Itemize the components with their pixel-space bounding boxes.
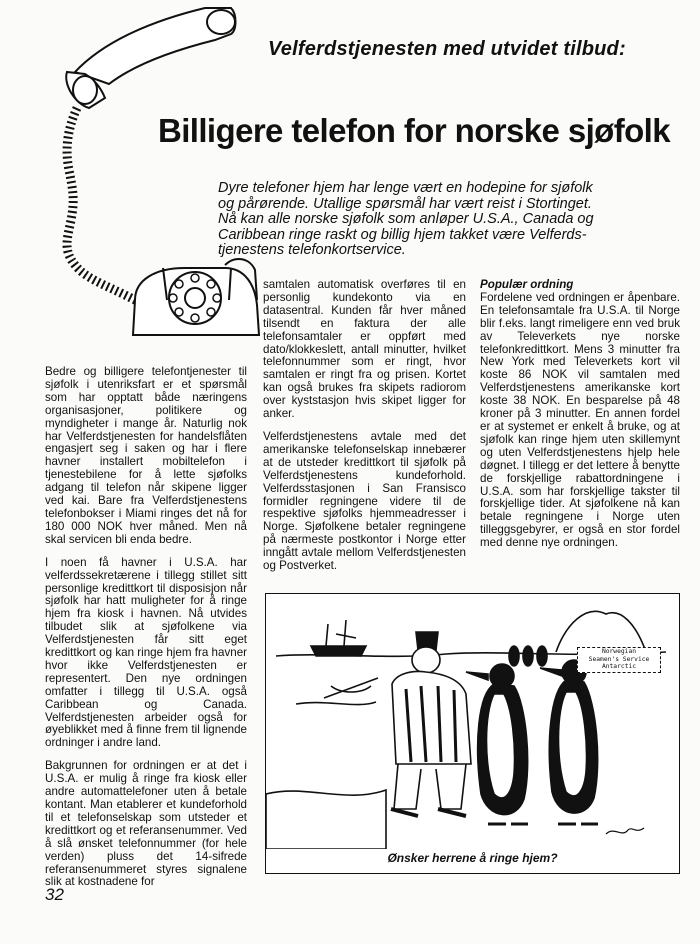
cartoon-frame — [265, 593, 680, 874]
body-column-1 — [45, 366, 247, 899]
paragraph: Fordelene ved ordningen er åpenbare. En telefonsamtale fra U.S.A. til Norge blir f.eks. langt rimeligere enn ved bruk av Televerkets nye norske telefonkredittkort. Mens 3 minutter fra New York med Televerkets kort vil koste 86 NOK vil samtalen med Velferdstjenestens amerikanske kort koste 38 NOK. En besparelse på 48 kroner på 3 minutter. En annen fordel er at systemet er enkelt å bruke, og at sjøfolk kan ringe hjem uten skillemynt og uten Velferdstjenestens hjelp hele døgnet. I tillegg er det lettere å benytte de forskjellige rabattordningene i U.S.A. som har forskjellige takster til forskjellige tider. At sjøfolkene nå kan betale regningene i Norge uten tilleggsgebyrer, er også en stor fordel med denne nye ordningen. — [480, 290, 680, 550]
paragraph: Bedre og billigere telefontjenester til sjøfolk i utenriksfart er et spørsmål som har opptatt både næringens organisasjoner, politikere og myndigheter i mange år. Naturlig nok har Velferdstjenesten for handelsflåten engasjert seg i saken og har i flere havner installert mobiltelefon i tjenestebilene for å lette sjøfolks adgang til telefon når skipene ligger ved kai. Bare fra Velferdstjenestens telefonbokser i Miami ringes det nå for 180 000 NOK hver måned. Men nå skal servicen bli enda bedre. — [45, 365, 247, 546]
lead-line: Dyre telefoner hjem har lenge vært en hodepine for sjøfolk — [218, 180, 593, 196]
page-number: 32 — [45, 885, 64, 904]
penguin-cartoon-illustration — [266, 594, 678, 849]
lead-line: Nå kan alle norske sjøfolk som anløper U.S.A., Canada og — [218, 211, 594, 227]
paragraph: samtalen automatisk overføres til en personlig kundekonto via en datasentral. Kunden får hver måned tilsendt en faktura der alle telefonsamtaler er oppført med dato/klokkeslett, antall minutter, hvilket telefonnummer som er ringt, hvor samtalen er ringt fra og prisen. Kortet kan også brukes fra skipets radiorom over kyststasjon hvis skipet ligger for anker. — [263, 278, 466, 421]
cartoon-caption: Ønsker herrene å ringe hjem? — [387, 851, 558, 865]
lead-line: tjenestens telefonkortservice. — [218, 242, 406, 258]
lead-line: Caribbean ringe raskt og billig hjem takket være Velferds- — [218, 226, 587, 243]
body-column-3 — [480, 279, 680, 560]
body-column-2 — [263, 279, 466, 583]
paragraph: Velferdstjenestens avtale med det amerikanske telefonselskap innebærer at de utsteder kredittkort til sjøfolk på Velferdstjenestens kundeforhold. Velferdsstasjonen i San Fransisco formidler regningene videre til de respektive sjøfolks hjemmeadresser i Norge. Sjøfolkene betaler regningene på nærmeste postkontor i Norge etter inngått avtale mellom Velferdstjenesten og Postverket. — [263, 429, 466, 573]
paragraph: I noen få havner i U.S.A. har velferdssekretærene i tillegg stillet sitt personlige kredittkort til disposisjon når sjøfolk har hatt muligheter for å ringe hjem fra kiosk i havnen. Nå utvides tilbudet slik at sjøfolkene via Velferdstjenesten får sitt eget kredittkort og kan ringe hjem fra havner hvor ikke Velferdstjenesten er representert. Den nye ordningen omfatter i tillegg til U.S.A. også Caribbean og Canada. Velferdstjenesten arbeider også for øyeblikket med å finne frem til lignende ordninger i andre land. — [45, 555, 247, 750]
article-lead — [218, 181, 630, 259]
sign-line: Antarctic — [601, 663, 637, 671]
norwegian-seamens-service-sign — [577, 647, 661, 673]
section-subhead: Populær ordning — [480, 278, 574, 291]
lead-line: og pårørende. Utallige spørsmål har vært reist i Stortinget. — [218, 195, 592, 212]
article-kicker: Velferdstjenesten med utvidet tilbud: — [268, 38, 626, 60]
paragraph: Bakgrunnen for ordningen er at det i U.S.A. er mulig å ringe fra kiosk eller andre automattelefoner uten å betale kontant. Man etablerer et kundeforhold til et telefonselskap som utsteder et kredittkort og et referansenummer. Ved å slå ønsket telefonnummer (for hele verden) pluss det 14-sifrede referansenummeret styres signalene slik at kostnadene for — [45, 759, 247, 889]
sign-line: Seamen's Service — [588, 655, 650, 663]
sign-line: Norwegian — [601, 648, 637, 655]
article-headline: Billigere telefon for norske sjøfolk — [158, 112, 671, 149]
